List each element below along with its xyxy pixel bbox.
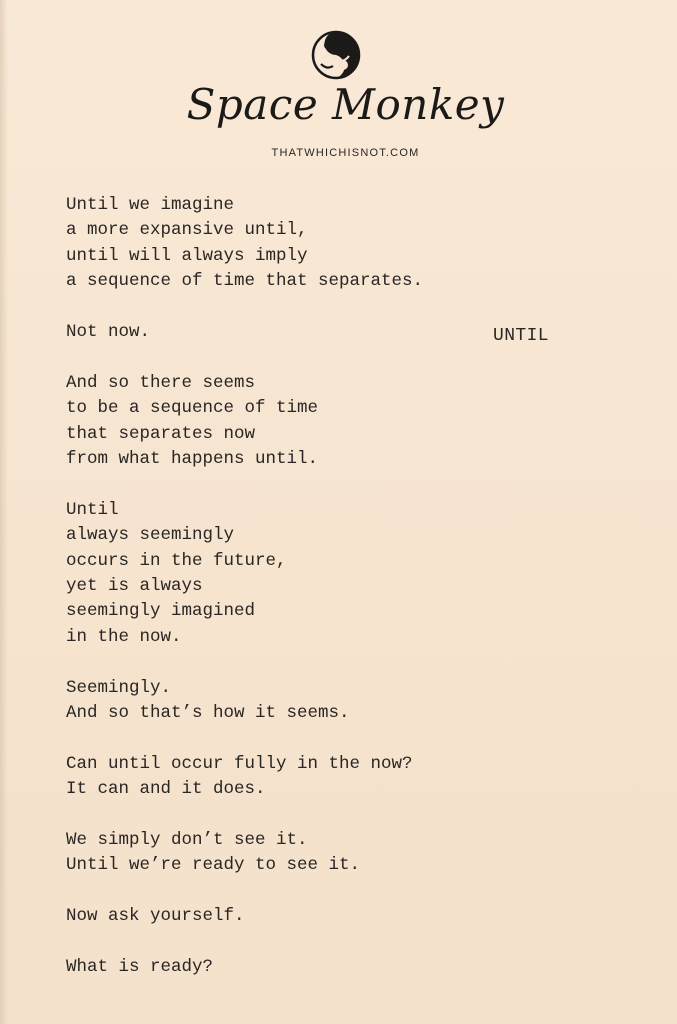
poem-line: a sequence of time that separates. xyxy=(66,271,424,292)
stanza xyxy=(66,193,486,295)
poem-body xyxy=(66,193,486,1006)
poem-title: UNTIL xyxy=(493,326,550,346)
poem-line: in the now. xyxy=(66,626,182,647)
stanza xyxy=(66,371,486,473)
poem-line: that separates now xyxy=(66,423,256,444)
poem-line: occurs in the future, xyxy=(66,550,287,571)
poem-line: from what happens until. xyxy=(66,449,319,470)
poem-line: a more expansive until, xyxy=(66,220,308,241)
poem-line: And so that’s how it seems. xyxy=(66,703,350,724)
brand-url[interactable]: THATWHICHISNOT.COM xyxy=(271,147,420,159)
stanza xyxy=(66,320,486,345)
poem-line: We simply don’t see it. xyxy=(66,830,308,851)
poem-line: What is ready? xyxy=(66,957,214,978)
poem-line: to be a sequence of time xyxy=(66,398,319,419)
stanza xyxy=(66,904,486,929)
poem-line: Seemingly. xyxy=(66,677,172,698)
stanza xyxy=(66,955,486,980)
poem-line: yet is always xyxy=(66,576,203,597)
poem-line: Until xyxy=(66,499,119,520)
poem-line: Until we’re ready to see it. xyxy=(66,855,361,876)
brand-name: Space Monkey xyxy=(186,80,505,129)
poem-line: Can until occur fully in the now? xyxy=(66,753,413,774)
stanza xyxy=(66,676,486,727)
poem-line: Not now. xyxy=(66,322,151,343)
stanza xyxy=(66,498,486,650)
poem-line: seemingly imagined xyxy=(66,601,256,622)
poem-line: Now ask yourself. xyxy=(66,906,245,927)
poem-line: It can and it does. xyxy=(66,779,266,800)
poem-line: until will always imply xyxy=(66,245,308,266)
poem-line: Until we imagine xyxy=(66,195,235,215)
poem-line: always seemingly xyxy=(66,525,235,546)
stanza xyxy=(66,752,486,803)
poem-line: And so there seems xyxy=(66,372,256,393)
monkey-moon-icon xyxy=(309,28,363,82)
stanza xyxy=(66,828,486,879)
